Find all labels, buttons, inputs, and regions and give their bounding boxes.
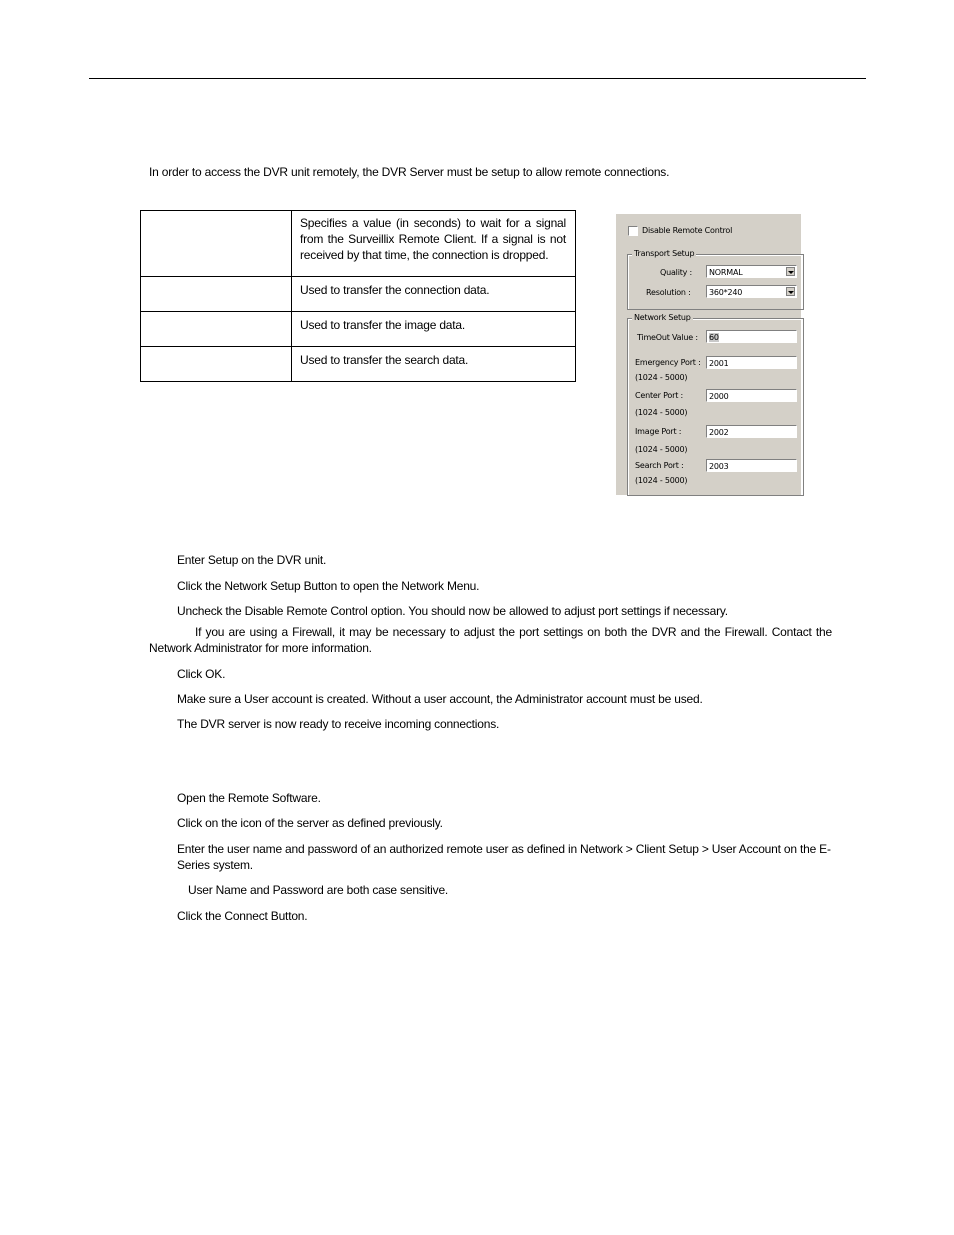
disable-remote-checkbox[interactable] (628, 226, 638, 236)
image-port-range: (1024 - 5000) (635, 445, 688, 454)
emergency-port-input[interactable]: 2001 (706, 356, 797, 369)
search-port-range: (1024 - 5000) (635, 476, 688, 485)
setting-description: Used to transfer the image data. (292, 312, 576, 347)
center-port-input[interactable]: 2000 (706, 389, 797, 402)
disable-remote-label: Disable Remote Control (642, 226, 733, 235)
setting-name (141, 211, 292, 277)
emergency-port-label: Emergency Port : (635, 358, 701, 367)
case-note: User Name and Password are both case sensitive. (188, 883, 449, 897)
search-port-input[interactable]: 2003 (706, 459, 797, 472)
setting-description: Used to transfer the connection data. (292, 277, 576, 312)
list-item: Make sure a User account is created. Without a user account, the Administrator account must be used. (177, 692, 703, 706)
quality-select[interactable] (706, 265, 797, 278)
chevron-down-icon[interactable] (786, 287, 795, 296)
search-port-label: Search Port : (635, 461, 684, 470)
setting-description: Specifies a value (in seconds) to wait for a signal from the Surveillix Remote Client. If a signal is not received by that time, the connection is dropped. (292, 211, 576, 277)
list-item: The DVR server is now ready to receive incoming connections. (177, 717, 500, 731)
chevron-down-icon[interactable] (786, 267, 795, 276)
center-port-label: Center Port : (635, 391, 683, 400)
setting-name (141, 277, 292, 312)
timeout-input[interactable] (706, 330, 797, 343)
network-settings-table (140, 210, 576, 382)
network-setup-panel (616, 214, 802, 496)
intro-paragraph: In order to access the DVR unit remotely, the DVR Server must be setup to allow remote connections. (149, 165, 670, 179)
list-item: Click on the icon of the server as defined previously. (177, 816, 443, 830)
resolution-select[interactable] (706, 285, 797, 298)
list-item: Open the Remote Software. (177, 791, 321, 805)
list-item: Uncheck the Disable Remote Control option. You should now be allowed to adjust port settings if necessary. (177, 604, 728, 618)
setting-name (141, 312, 292, 347)
firewall-note: If you are using a Firewall, it may be necessary to adjust the port settings on both the DVR and the Firewall. Contact the Network Administrator for more information. (149, 625, 832, 655)
quality-value: NORMAL (709, 268, 743, 277)
resolution-value: 360*240 (709, 288, 743, 297)
transport-setup-title: Transport Setup (634, 249, 695, 258)
image-port-label: Image Port : (635, 427, 682, 436)
resolution-label: Resolution : (646, 288, 691, 297)
network-setup-title: Network Setup (634, 313, 691, 322)
list-item: Click the Connect Button. (177, 909, 308, 923)
center-port-range: (1024 - 5000) (635, 408, 688, 417)
header-rule (89, 78, 866, 79)
setting-description: Used to transfer the search data. (292, 347, 576, 382)
list-item: Enter Setup on the DVR unit. (177, 553, 327, 567)
table-row (141, 277, 576, 312)
timeout-value: 60 (709, 333, 719, 342)
table-row (141, 312, 576, 347)
image-port-input[interactable]: 2002 (706, 425, 797, 438)
emergency-port-range: (1024 - 5000) (635, 373, 688, 382)
quality-label: Quality : (660, 268, 693, 277)
list-item: Enter the user name and password of an authorized remote user as defined in Network > Client Setup > User Account on the E-Series system. (177, 842, 831, 872)
timeout-label: TimeOut Value : (637, 333, 698, 342)
list-item: Click the Network Setup Button to open the Network Menu. (177, 579, 480, 593)
transport-setup-group (627, 254, 804, 310)
setting-name (141, 347, 292, 382)
table-row (141, 347, 576, 382)
list-item: Click OK. (177, 667, 226, 681)
table-row (141, 211, 576, 277)
